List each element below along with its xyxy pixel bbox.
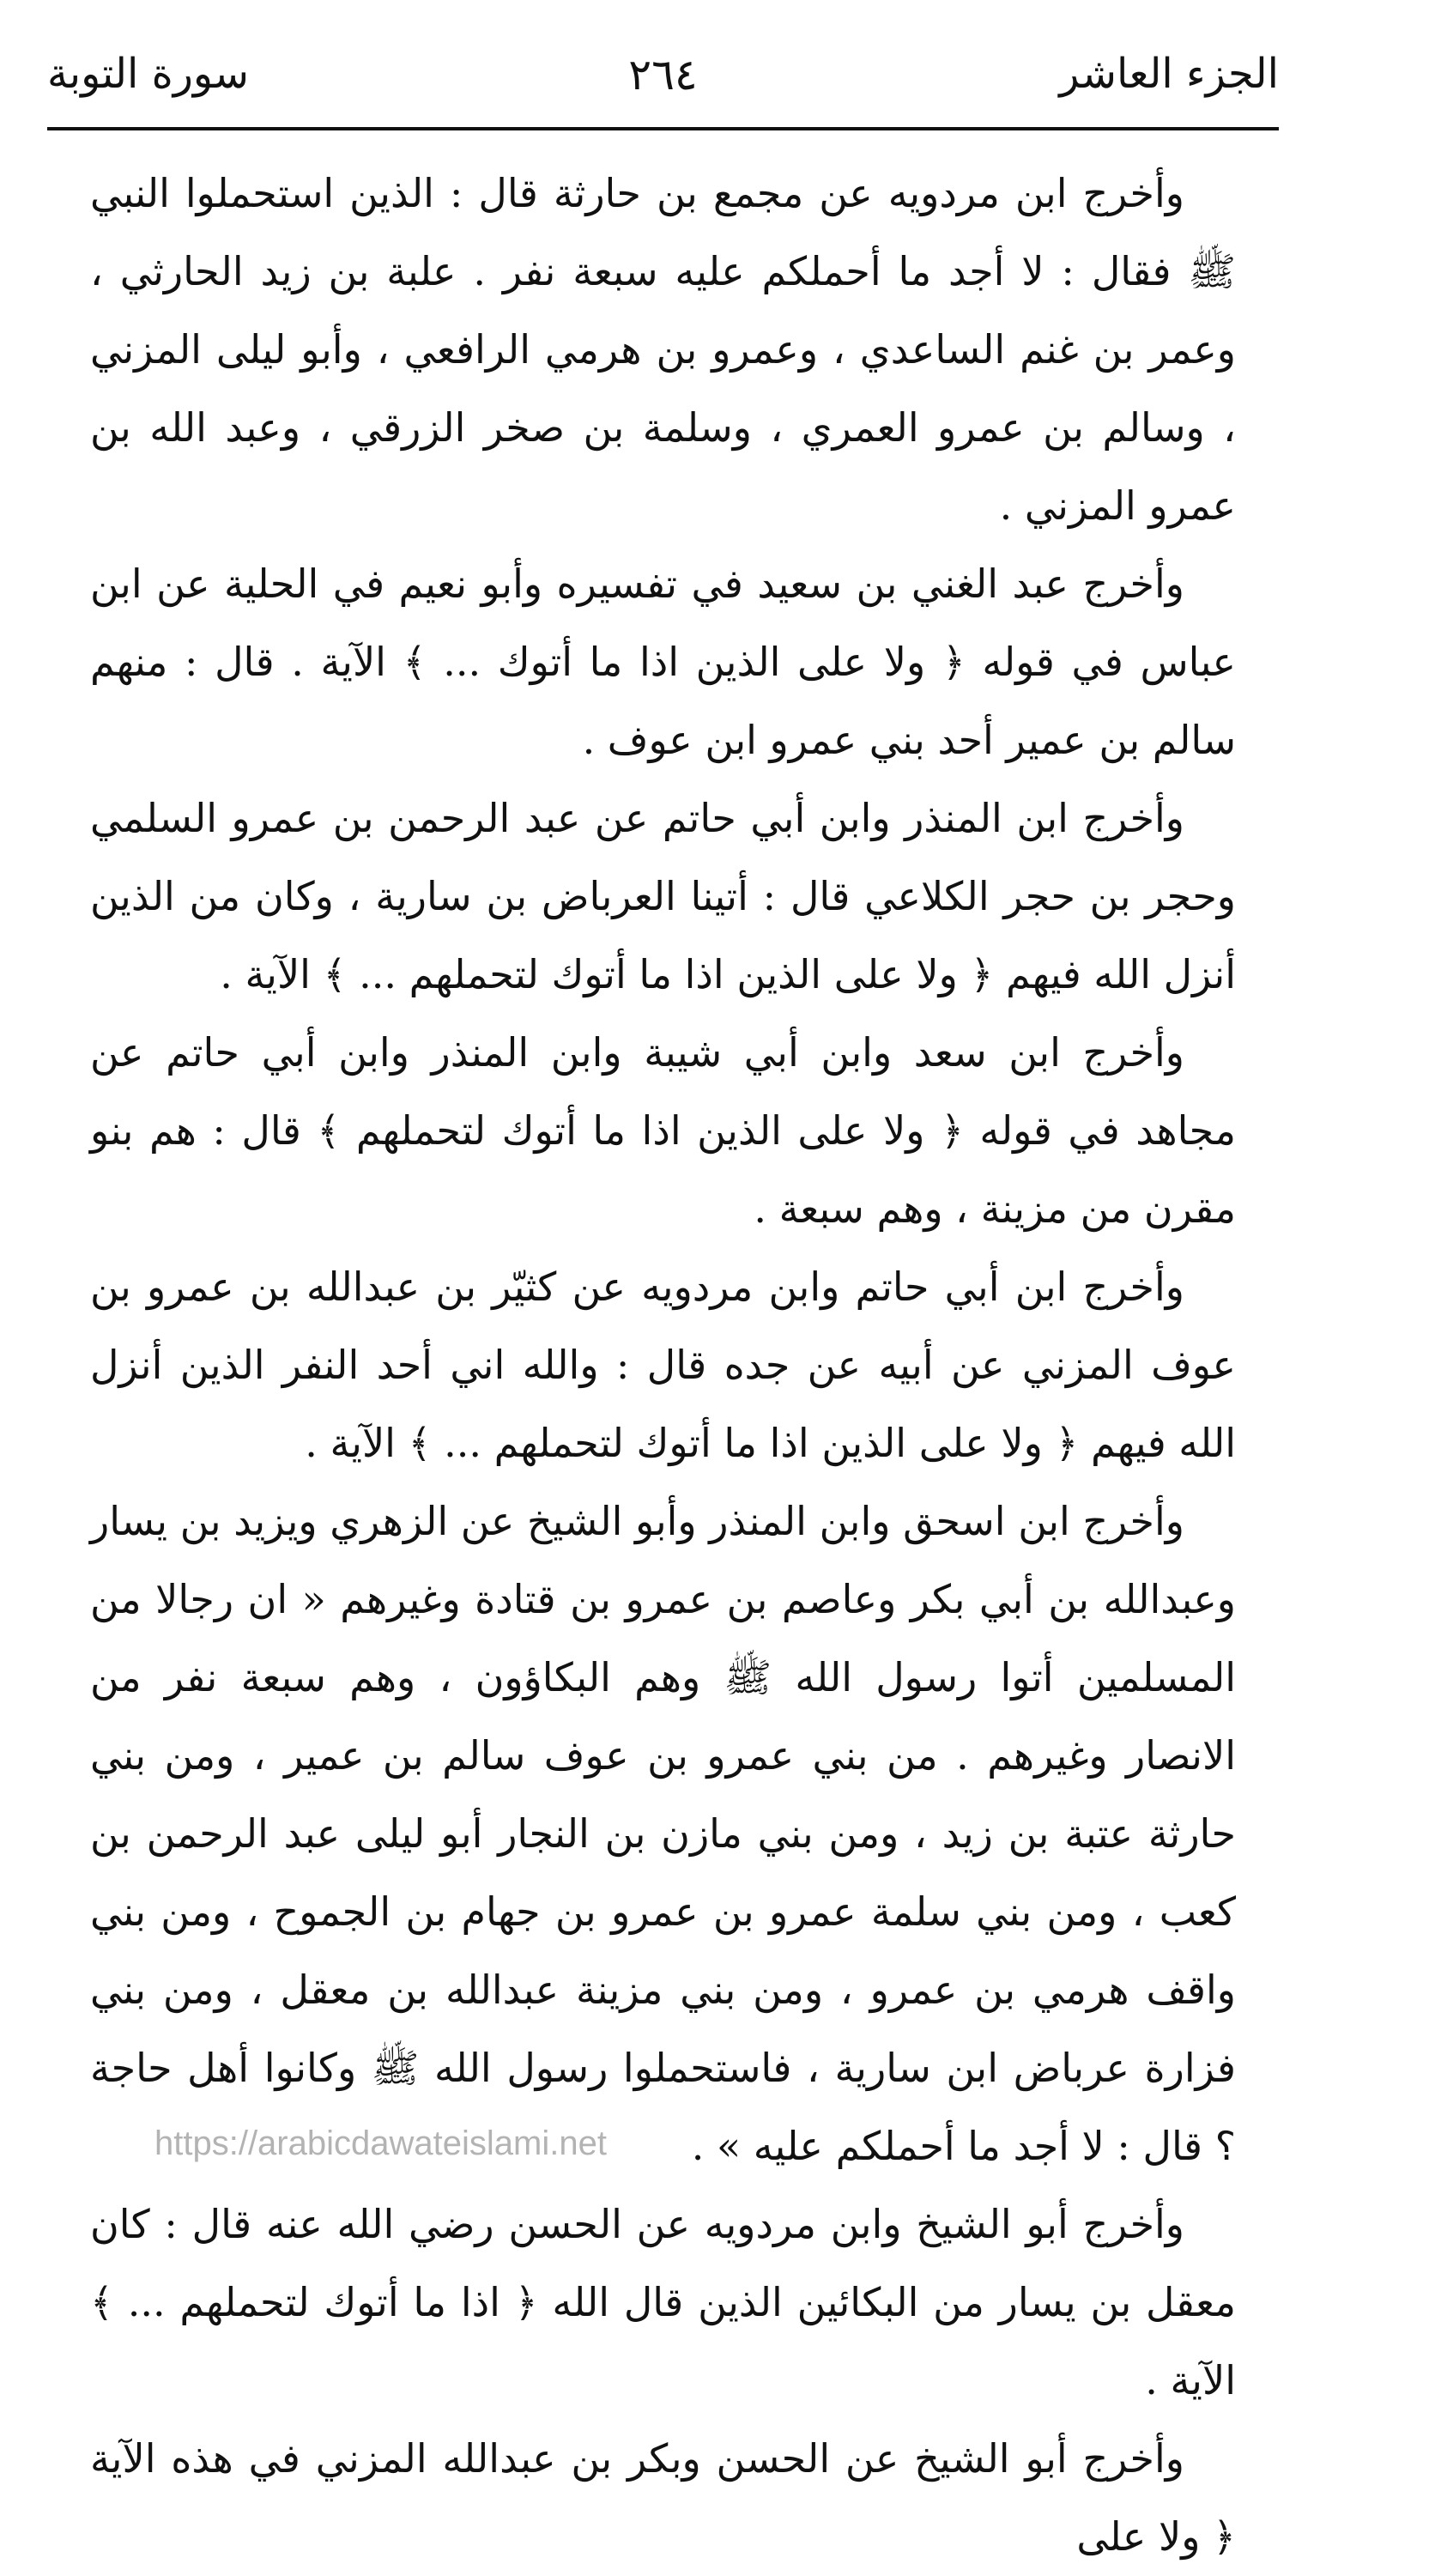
paragraph: وأخرج عبد الغني بن سعيد في تفسيره وأبو نعيم في الحلية عن ابن عباس في قوله ﴿ ولا على الذين اذا ما أتوك ... ﴾ الآية . قال : منهم سالم بن عمير أحد بني عمرو ابن عوف . [90,561,1236,763]
paragraph: وأخرج ابن اسحق وابن المنذر وأبو الشيخ عن الزهري ويزيد بن يسار وعبدالله بن أبي بكر وعاصم بن عمرو بن قتادة وغيرهم « ان رجالا من المسلمين أتوا رسول الله ﷺ وهم البكاؤون ، وهم سبعة نفر من الانصار وغيرهم . من بني عمرو بن عوف سالم بن عمير ، ومن بني حارثة عتبة بن زيد ، ومن بني مازن بن النجار أبو ليلى عبد الرحمن بن كعب ، ومن بني سلمة عمرو بن عمرو بن جهام بن الجموح ، ومن بني واقف هرمي بن عمرو ، ومن بني مزينة عبدالله بن معقل ، ومن بني فزارة عرباض ابن سارية ، فاستحملوا رسول الله ﷺ وكانوا أهل حاجة ؟ قال : لا أجد ما أحملكم عليه » . [90,1498,1236,2169]
paragraph: وأخرج ابن أبي حاتم وابن مردويه عن كثيّر بن عبدالله بن عمرو بن عوف المزني عن أبيه عن جده قال : والله اني أحد النفر الذين أنزل الله فيهم ﴿ ولا على الذين اذا ما أتوك لتحملهم ... ﴾ الآية . [90,1264,1236,1466]
page-body [90,155,1236,2576]
paragraph: وأخرج ابن مردويه عن مجمع بن حارثة قال : الذين استحملوا النبي ﷺ فقال : لا أجد ما أحملكم عليه سبعة نفر . علبة بن زيد الحارثي ، وعمر بن غنم الساعدي ، وعمرو بن هرمي الرافعي ، وأبو ليلى المزني ، وسالم بن عمرو العمري ، وسلمة بن صخر الزرقي ، وعبد الله بن عمرو المزني . [90,170,1236,529]
paragraph: وأخرج أبو الشيخ عن الحسن وبكر بن عبدالله المزني في هذه الآية ﴿ ولا على [90,2435,1236,2560]
page-number: ٢٦٤ [628,50,698,100]
paragraph: وأخرج ابن المنذر وابن أبي حاتم عن عبد الرحمن بن عمرو السلمي وحجر بن حجر الكلاعي قال : أتينا العرباض بن سارية ، وكان من الذين أنزل الله فيهم ﴿ ولا على الذين اذا ما أتوك لتحملهم ... ﴾ الآية . [90,795,1236,997]
watermark-url: https://arabicdawateislami.net [154,2124,607,2162]
page-header [47,34,1279,129]
surah-label: سورة التوبة [47,50,249,98]
paragraph: وأخرج ابن سعد وابن أبي شيبة وابن المنذر وابن أبي حاتم عن مجاهد في قوله ﴿ ولا على الذين اذا ما أتوك لتحملهم ﴾ قال : هم بنو مقرن من مزينة ، وهم سبعة . [90,1029,1236,1232]
part-label: الجزء العاشر [1059,50,1279,98]
paragraph: وأخرج أبو الشيخ وابن مردويه عن الحسن رضي الله عنه قال : كان معقل بن يسار من البكائين الذين قال الله ﴿ اذا ما أتوك لتحملهم ... ﴾ الآية . [90,2201,1236,2403]
header-divider [47,127,1279,130]
